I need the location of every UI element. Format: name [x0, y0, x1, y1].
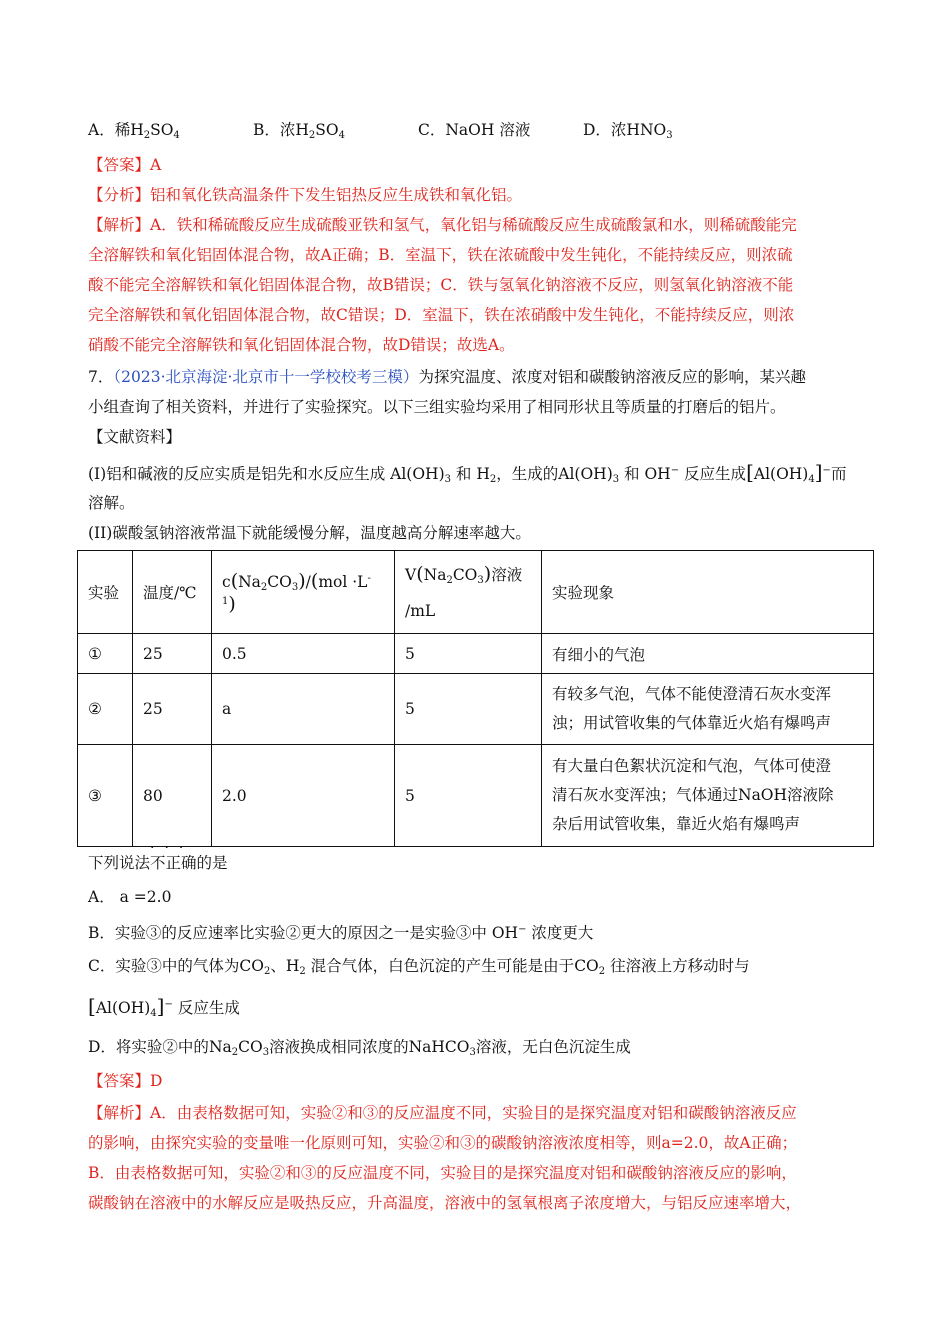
cell-temp: 25	[133, 674, 212, 745]
option-b: B．实验③的反应速率比实验②更大的原因之一是实验③中 OH− 浓度更大	[88, 924, 594, 942]
explain-7-line: 的影响，由探究实验的变量唯一化原则可知，实验②和③的碳酸钠溶液浓度相等，则a=2.0，故A正确；	[88, 1134, 798, 1152]
explain-prev-line: 【解析】A．铁和稀硫酸反应生成硫酸亚铁和氢气，氧化铝与稀硫酸反应生成硫酸氯和水，则稀硫酸能完	[88, 216, 797, 234]
cell-id: ②	[78, 674, 133, 745]
question-7-stem	[88, 362, 806, 392]
table-header-row	[78, 551, 874, 634]
question-source: （2023·北京海淀·北京市十一学校校考三模）	[113, 368, 419, 386]
literature-title: 【文献资料】	[88, 428, 182, 446]
cell-temp: 80	[133, 745, 212, 847]
explain-7-line: B．由表格数据可知，实验②和③的反应温度不同，实验目的是探究温度对铝和碳酸钠溶液反应的影响，	[88, 1164, 797, 1182]
header-phenomenon: 实验现象	[542, 551, 874, 634]
cell-id: ①	[78, 634, 133, 674]
cell-volume: 5	[395, 634, 542, 674]
answer-7: 【答案】D	[88, 1072, 163, 1090]
header-conc: $c(Na_2CO_3)/(mol \cdot L^{-1})$	[212, 551, 395, 634]
header-volume: $V(Na_2CO_3)$溶液 /mL	[395, 551, 542, 634]
literature-item-2: (II)碳酸氢钠溶液常温下就能缓慢分解，温度越高分解速率越大。	[88, 524, 531, 542]
literature-item-1-cont: 溶解。	[88, 494, 135, 512]
cell-volume: 5	[395, 674, 542, 745]
question-stem-text: 为探究温度、浓度对铝和碳酸钠溶液反应的影响，某兴趣	[418, 368, 806, 386]
explain-prev-line: 全溶解铁和氧化铝固体混合物，故A正确；B．室温下，铁在浓硫酸中发生钝化，不能持续反应，则浓硫	[88, 246, 793, 264]
experiment-table	[77, 550, 874, 847]
cell-conc: 2.0	[212, 745, 395, 847]
explain-7-line: 碳酸钠在溶液中的水解反应是吸热反应，升高温度，溶液中的氢氧根离子浓度增大，与铝反应速率增大，	[88, 1194, 802, 1212]
table-row	[78, 745, 874, 847]
explain-prev-line: 硝酸不能完全溶解铁和氧化铝固体混合物，故D错误；故选A。	[88, 336, 515, 354]
option-b-prev: B．浓$H_2SO_4$	[253, 121, 345, 141]
answer-prev: 【答案】A	[88, 156, 162, 174]
literature-item-1: (I)铝和碱液的反应实质是铝先和水反应生成 $Al(OH)_3$ 和 $H_2$，生成的$Al(OH)_3$ 和 OH− 反应生成$[Al(OH)_4]^-$而	[88, 460, 847, 485]
cell-phenomenon: 有大量白色絮状沉淀和气泡，气体可使澄 清石灰水变浑浊；气体通过NaOH溶液除 杂后用试管收集，靠近火焰有爆鸣声	[542, 745, 874, 847]
explain-prev-line: 酸不能完全溶解铁和氧化铝固体混合物，故B错误；C．铁与氢氧化钠溶液不反应，则氢氧化钠溶液不能	[88, 276, 794, 294]
cell-phenomenon: 有细小的气泡	[542, 634, 874, 674]
cell-conc: 0.5	[212, 634, 395, 674]
cell-phenomenon: 有较多气泡，气体不能使澄清石灰水变浑 浊；用试管收集的气体靠近火焰有爆鸣声	[542, 674, 874, 745]
cell-conc: a	[212, 674, 395, 745]
explain-7-line: 【解析】A．由表格数据可知，实验②和③的反应温度不同，实验目的是探究温度对铝和碳酸钠溶液反应	[88, 1104, 797, 1122]
option-d-prev: D．浓$HNO_3$	[583, 121, 673, 141]
analysis-prev: 【分析】铝和氧化铁高温条件下发生铝热反应生成铁和氧化铝。	[88, 186, 523, 204]
option-d: D．将实验②中的$Na_2CO_3$溶液换成相同浓度的NaHCO$_3$溶液，无白色沉淀生成	[88, 1038, 631, 1058]
cell-volume: 5	[395, 745, 542, 847]
cell-temp: 25	[133, 634, 212, 674]
table-row	[78, 634, 874, 674]
option-c-cont: $[Al(OH)_4]^-$ 反应生成	[88, 994, 240, 1019]
header-temp: 温度/℃	[133, 551, 212, 634]
explain-prev-line: 完全溶解铁和氧化铝固体混合物，故C错误；D．室温下，铁在浓硝酸中发生钝化，不能持续反应，则浓	[88, 306, 795, 324]
option-a-prev: A．稀$H_2SO_4$	[88, 121, 180, 141]
question-number: 7．	[88, 368, 114, 386]
header-exp: 实验	[78, 551, 133, 634]
option-c: C．实验③中的气体为$CO_2$、$H_2$ 混合气体，白色沉淀的产生可能是由于$CO_2$ 往溶液上方移动时与	[88, 957, 750, 977]
cell-id: ③	[78, 745, 133, 847]
option-a: A． a =2.0	[88, 888, 172, 906]
table-row	[78, 674, 874, 745]
option-c-prev: C．NaOH 溶液	[418, 121, 531, 139]
emphasis-dots: ···	[150, 840, 194, 856]
question-ask: 下列说法不正确的是	[88, 854, 228, 872]
question-stem-line: 小组查询了相关资料，并进行了实验探究。以下三组实验均采用了相同形状且等质量的打磨后的铝片。	[88, 398, 786, 416]
